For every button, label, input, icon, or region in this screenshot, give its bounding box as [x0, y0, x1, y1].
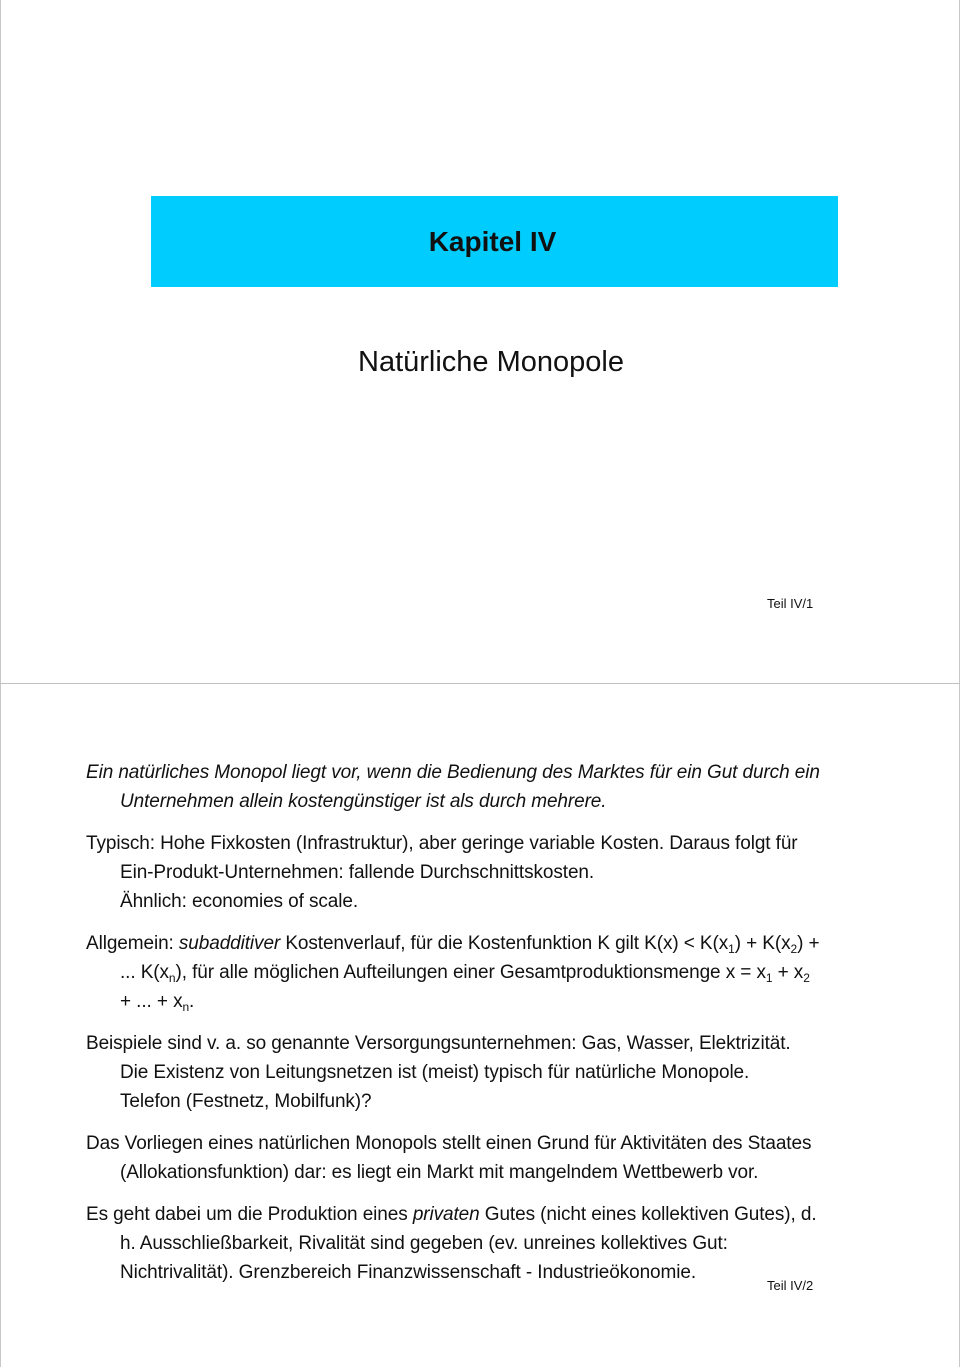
chapter-banner: [151, 196, 838, 287]
page-label: Teil IV/1: [767, 596, 814, 611]
text-segment: Das Vorliegen eines natürlichen Monopols stellt einen Grund für Aktivitäten des Staates: [86, 1133, 812, 1154]
text-segment: .: [189, 991, 195, 1012]
text-line: [86, 1132, 811, 1156]
text-segment: Die Existenz von Leitungsnetzen ist (meist) typisch für natürliche Monopole.: [120, 1062, 750, 1083]
page-label: Teil IV/2: [767, 1278, 814, 1293]
text-line: [86, 932, 819, 956]
text-segment: Ähnlich: economies of scale.: [120, 891, 358, 912]
chapter-title: Kapitel IV: [428, 225, 557, 257]
subscript: 2: [790, 942, 798, 956]
text-segment: Beispiele sind v. a. so genannte Versorgungsunternehmen: Gas, Wasser, Elektrizität.: [86, 1033, 791, 1054]
text-line: [120, 890, 358, 914]
text-line: [120, 1061, 749, 1085]
text-line: [120, 1090, 372, 1114]
text-segment: Gutes (nicht eines kollektiven Gutes), d.: [479, 1204, 817, 1225]
emphasis-text: Ein natürliches Monopol liegt vor, wenn die Bedienung des Marktes für ein Gut durch ein: [86, 762, 820, 783]
emphasis-text: subadditiver: [178, 933, 281, 954]
text-line: [120, 790, 606, 814]
slide-2: [0, 684, 960, 1367]
text-line: [120, 961, 810, 985]
subscript: 1: [765, 971, 773, 985]
text-segment: Ein-Produkt-Unternehmen: fallende Durchschnittskosten.: [120, 862, 595, 883]
text-segment: Allgemein:: [86, 933, 179, 954]
text-segment: Kostenverlauf, für die Kostenfunktion K gilt K(x) < K(x: [280, 933, 729, 954]
subscript: n: [168, 971, 176, 985]
chapter-subtitle: Natürliche Monopole: [358, 346, 624, 378]
text-line: [86, 1203, 817, 1227]
text-segment: h. Ausschließbarkeit, Rivalität sind gegeben (ev. unreines kollektives Gut:: [120, 1233, 728, 1254]
text-segment: ), für alle möglichen Aufteilungen einer Gesamtproduktionsmenge x = x: [175, 962, 766, 983]
text-segment: ... K(x: [120, 962, 169, 983]
text-segment: Typisch: Hohe Fixkosten (Infrastruktur), aber geringe variable Kosten. Daraus folgt für: [86, 833, 798, 854]
subscript: 2: [803, 971, 810, 985]
emphasis-text: Unternehmen allein kostengünstiger ist als durch mehrere.: [120, 791, 607, 812]
text-line: [86, 832, 798, 856]
text-segment: (Allokationsfunktion) dar: es liegt ein Markt mit mangelndem Wettbewerb vor.: [120, 1162, 759, 1183]
text-line: [120, 1261, 696, 1285]
text-segment: ) +: [797, 933, 820, 954]
subscript: 1: [728, 942, 735, 956]
text-line: [120, 861, 594, 885]
text-line: [120, 990, 194, 1014]
text-segment: Nichtrivalität). Grenzbereich Finanzwissenschaft - Industrieökonomie.: [120, 1262, 697, 1283]
subscript: n: [182, 1000, 190, 1014]
text-line: [86, 1032, 791, 1056]
text-segment: + x: [772, 962, 804, 983]
text-line: [86, 761, 820, 785]
text-segment: + ... + x: [120, 991, 183, 1012]
text-segment: Es geht dabei um die Produktion eines: [86, 1204, 413, 1225]
text-segment: Telefon (Festnetz, Mobilfunk)?: [120, 1091, 372, 1112]
text-line: [120, 1161, 758, 1185]
text-segment: ) + K(x: [734, 933, 791, 954]
emphasis-text: privaten: [412, 1204, 480, 1225]
text-line: [120, 1232, 728, 1256]
